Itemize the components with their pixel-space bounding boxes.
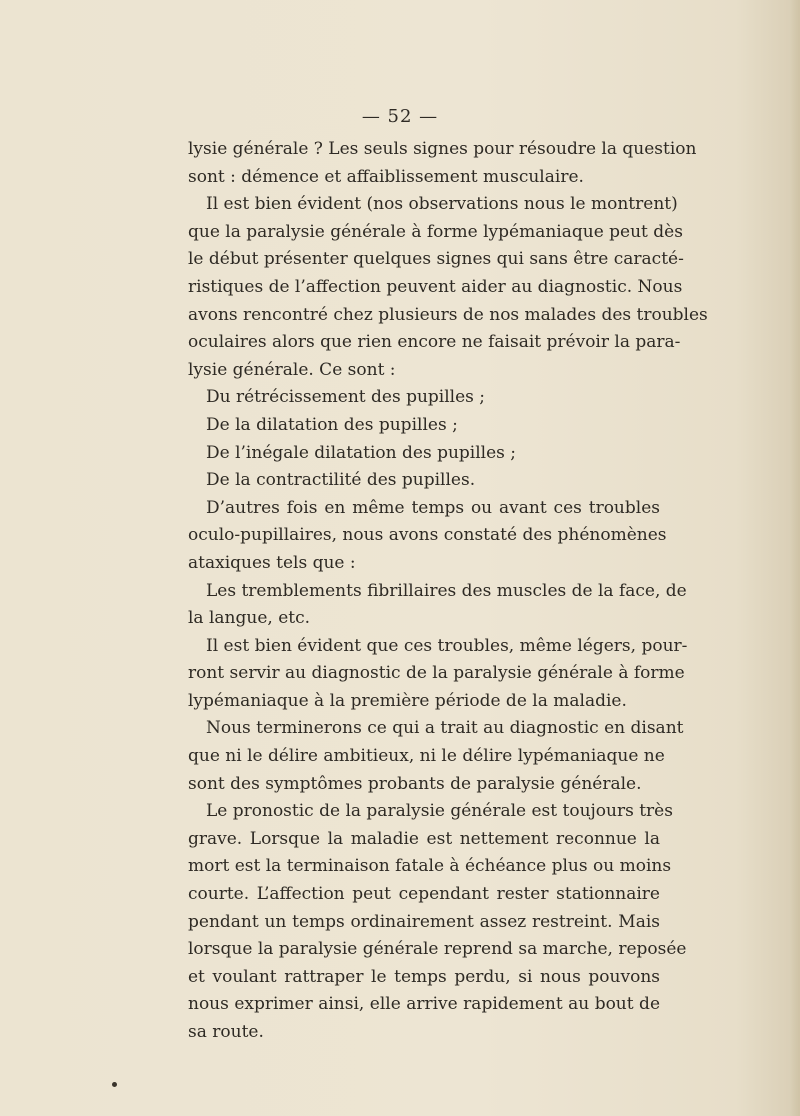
ink-speck [112,1082,117,1087]
text-line: mort est la terminaison fatale à échéance plus ou moins [188,856,672,877]
text-line: Il est bien évident que ces troubles, même légers, pour- [206,635,688,656]
text-line: De la contractilité des pupilles. [206,470,476,491]
text-line: Du rétrécissement des pupilles ; [206,387,486,408]
text-line: De la dilatation des pupilles ; [206,414,458,435]
text-line: avons rencontré chez plusieurs de nos malades des troubles [188,304,708,325]
text-line: Les tremblements fibrillaires des muscles de la face, de [206,580,687,601]
text-line: De l’inégale dilatation des pupilles ; [206,442,517,463]
text-line: grave. Lorsque la maladie est nettement reconnue la [188,828,660,849]
text-line: sont des symptômes probants de paralysie générale. [188,773,642,794]
text-line: courte. L’affection peut cependant rester stationnaire [188,884,660,905]
text-line: Il est bien évident (nos observations nous le montrent) [206,194,678,215]
text-line: que la paralysie générale à forme lypémaniaque peut dès [188,221,683,242]
text-line: sa route. [188,1022,264,1042]
text-line: lorsque la paralysie générale reprend sa marche, reposée [188,939,687,960]
text-line: lysie générale. Ce sont : [188,359,396,380]
text-line: lysie générale ? Les seuls signes pour résoudre la question [188,139,697,159]
text-line: le début présenter quelques signes qui sans être caracté- [188,249,684,270]
text-line: ront servir au diagnostic de la paralysie générale à forme [188,663,685,684]
body-text [188,136,708,1047]
text-line: D’autres fois en même temps ou avant ces troubles [206,497,660,518]
text-line: Nous terminerons ce qui a trait au diagnostic en disant [206,718,684,739]
text-line: oculo-pupillaires, nous avons constaté des phénomènes [188,525,667,546]
text-line: que ni le délire ambitieux, ni le délire lypémaniaque ne [188,746,665,767]
text-line: Le pronostic de la paralysie générale est toujours très [206,801,673,822]
text-line: ataxiques tels que : [188,552,356,573]
text-line: la langue, etc. [188,608,311,629]
page-number: — 52 — [361,106,439,127]
text-line: oculaires alors que rien encore ne faisait prévoir la para- [188,332,681,353]
text-line: lypémaniaque à la première période de la maladie. [188,690,627,711]
text-line: pendant un temps ordinairement assez restreint. Mais [188,911,660,932]
text-line: nous exprimer ainsi, elle arrive rapidement au bout de [188,994,660,1015]
text-line: sont : démence et affaiblissement musculaire. [188,166,584,187]
text-line: et voulant rattraper le temps perdu, si nous pouvons [188,966,660,987]
text-line: ristiques de l’affection peuvent aider au diagnostic. Nous [188,276,683,297]
page-edge-shadow [790,0,800,1116]
